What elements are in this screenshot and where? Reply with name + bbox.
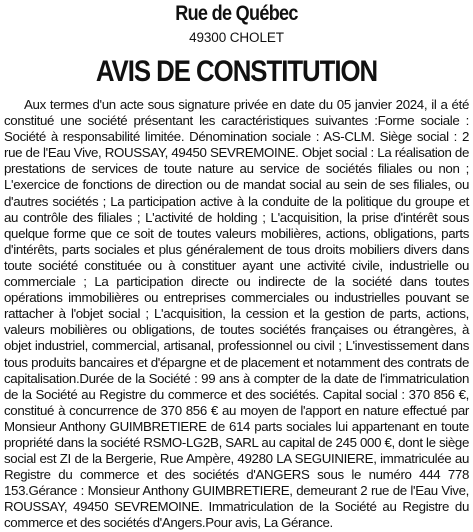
notice-body: Aux termes d'un acte sous signature privée en date du 05 janvier 2024, il a été constitué une société présentant les caractéristiques suivantes :Forme sociale : Société à responsabilité limitée. Dénomination sociale : AS-CLM. Siège social : 2 rue de l'Eau Vive, ROUSSAY, 49450 SEVREMOINE. Objet social : La réalisation de prestations de services de toute nature au service de sociétés filiales ou non ; L'exercice de fonctions de direction ou de mandat social au sein de ses filiales, ou d'autres sociétés ; La participation active à la conduite de la politique du groupe et au contrôle des filiales ; L'activité de holding ; L'acquisition, la prise d'intérêt sous quelque forme que ce soit de toutes valeurs mobilières, actions, obligations, parts d'intérêts, parts sociales et plus généralement de tous droits mobiliers divers dans toute société constituée ou à constituer ayant une activité civile, industrielle ou commerciale ; La participation directe ou indirecte de la société dans toutes opérations immobilières ou entreprises commerciales ou industrielles pouvant se rattacher à l'objet social ; L'acquisition, la cession et la gestion de parts, actions, valeurs mobilières ou obligations, de toutes sociétés françaises ou étrangères, à objet industriel, commercial, artisanal, professionnel ou civil ; L'investissement dans tous produits bancaires et d'épargne et de placement et notamment des contrats de capitalisation.Durée de la Société : 99 ans à compter de la date de l'immatriculation de la Société au Registre du commerce et des sociétés. Capital social : 370 856 €, constitué à concurrence de 370 856 € au moyen de l'apport en nature effectué par Monsieur Anthony GUIMBRETIERE de 614 parts sociales lui appartenant en toute propriété dans la société RSMO-LG2B, SARL au capital de 245 000 €, dont le siège social est ZI de la Bergerie, Rue Ampère, 49280 LA SEGUINIERE, immatriculée au Registre du commerce et des sociétés d'ANGERS sous le numéro 444 778 153.Gérance : Monsieur Anthony GUIMBRETIERE, demeurant 2 rue de l'Eau Vive, ROUSSAY, 49450 SEVREMOINE. Immatriculation de la Société au Registre du commerce et des sociétés d'Angers.Pour avis, La Gérance. [4, 97, 469, 531]
notice-title: AVIS DE CONSTITUTION [95, 55, 378, 88]
header-address: Rue de Québec [175, 2, 298, 25]
header-city: 49300 CHOLET [189, 30, 284, 45]
